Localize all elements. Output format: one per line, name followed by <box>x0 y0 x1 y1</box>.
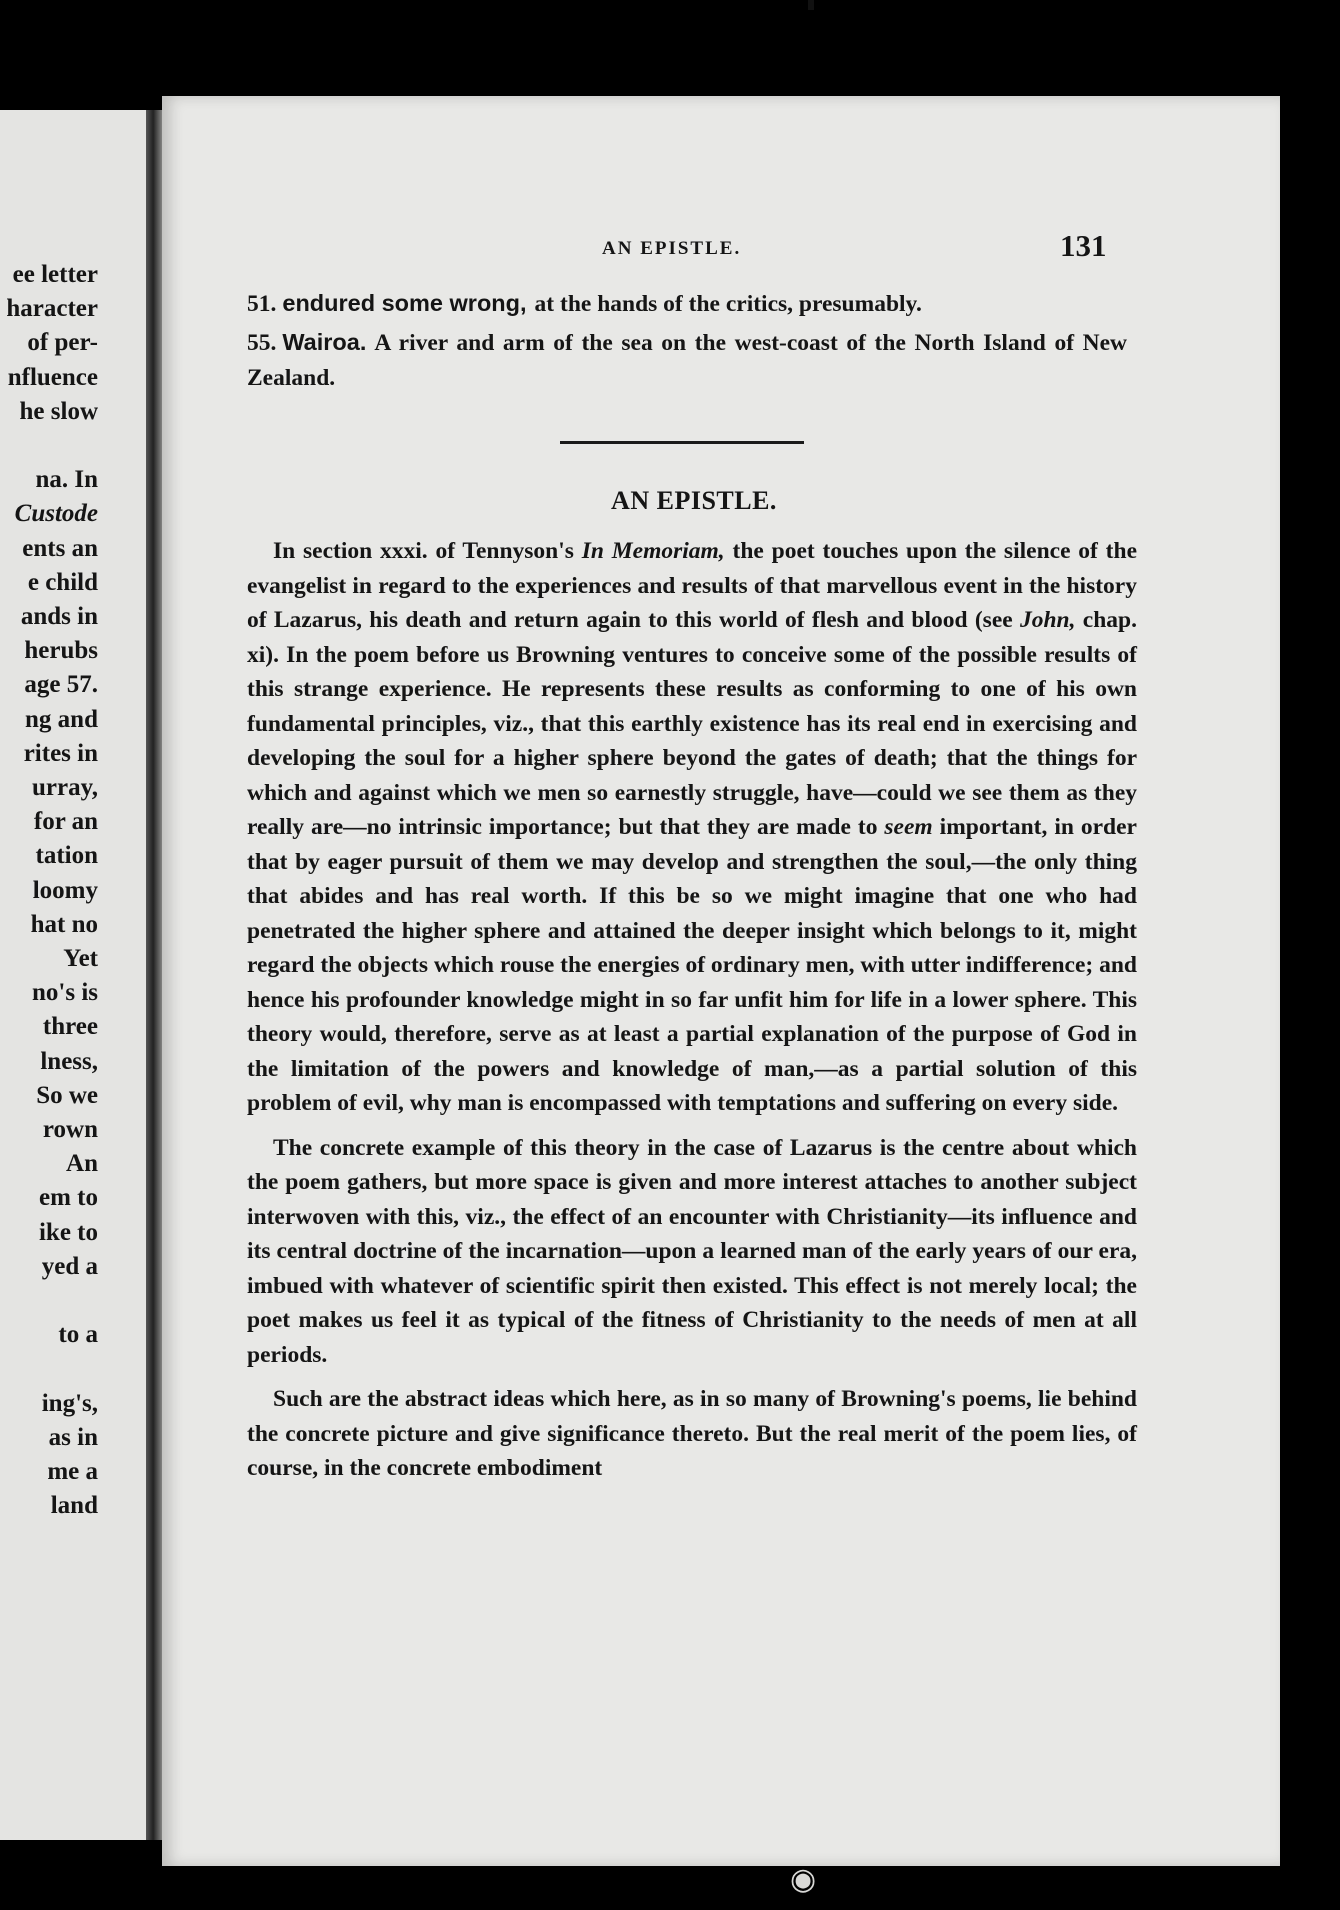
note-number: 55. <box>247 330 277 356</box>
facing-page-line: yed a <box>41 1252 98 1280</box>
facing-page-line: lness, <box>40 1047 98 1075</box>
facing-page-line: em to <box>39 1184 98 1212</box>
book-page <box>162 96 1280 1866</box>
body-text <box>247 534 1137 1496</box>
note-text: at the hands of the critics, presumably. <box>534 291 922 317</box>
footnotes <box>247 286 1127 399</box>
section-divider-rule <box>560 441 804 444</box>
paragraph-2: The concrete example of this theory in the case of Lazarus is the centre about which the poem gathers, but more space is given and more interest attaches to another subject interwoven with this, viz., the effect of an encounter with Christianity—its influence and its central doctrine of the incarnation—upon a learned man of the early years of our era, imbued with whatever of scientific spirit then existed. This effect is not merely local; the poet makes us feel it as typical of the fitness of Christianity to the needs of men at all periods. <box>247 1134 1137 1368</box>
section-title: AN EPISTLE. <box>611 486 777 515</box>
facing-page-line: herubs <box>24 637 98 665</box>
facing-page-line: nfluence <box>7 363 98 391</box>
paragraph-1-text-b: the poet touches upon the silence of the evangelist in regard to the experiences and results of that marvellous event in the history of Lazarus, his death and return again to this world of flesh and blood (see <box>247 538 1138 633</box>
facing-page-line: for an <box>33 808 98 836</box>
facing-page-line: ee letter <box>12 261 98 288</box>
facing-page-line: urray, <box>32 774 98 801</box>
scripture-reference: John, <box>1019 607 1076 633</box>
paragraph-1-text-c: chap. xi). In the poem before us Browning ventures to conceive some of the possible results of this strange experience. He represents these results as conforming to one of his own fundamental principles, viz., that this earthly existence has its real end in exercising and developing the soul for a higher sphere beyond the gates of death; that the things for which and against which we men so earnestly struggle, have—could we see them as they really are—no intrinsic importance; but that they are made to <box>247 607 1137 840</box>
paragraph-3: Such are the abstract ideas which here, as in so many of Browning's poems, lie behind the concrete picture and give significance thereto. But the real merit of the poem lies, of course, in the concrete embodiment <box>247 1386 1137 1481</box>
paragraph-1-text-d: important, in order that by eager pursuit of them we may develop and strengthen the soul,—the only thing that abides and has real worth. If this be so we might imagine that one who had penetrated the higher sphere and attained the deeper insight which belongs to it, might regard the objects which rouse the energies of ordinary men, with utter indifference; and hence his profounder knowledge might in so far unfit him for life in a lower sphere. This theory would, therefore, serve as at least a partial explanation of the purpose of God in the limitation of the powers and knowledge of man,—as a partial solution of this problem of evil, why man is encompassed with temptations and suffering on every side. <box>247 814 1137 1116</box>
paragraph-1-text-a: In section xxxi. of Tennyson's <box>273 538 582 564</box>
running-head <box>162 228 1280 276</box>
scan-artifact: ◉ <box>790 1863 817 1896</box>
facing-page-line: me a <box>47 1458 98 1485</box>
note-term: Wairoa. <box>282 329 367 355</box>
facing-page-line: he slow <box>19 397 98 425</box>
facing-page-line: Yet <box>63 945 98 972</box>
facing-page-line: ands in <box>20 603 98 630</box>
page-number: 131 <box>1060 228 1107 263</box>
facing-page-line: e child <box>27 568 98 596</box>
facing-page-line: An <box>66 1150 98 1178</box>
note-text: A river and arm of the sea on the west-coast of the North Island of New Zealand. <box>247 330 1127 391</box>
facing-page-fragment <box>0 110 160 1840</box>
facing-page-line: rites in <box>23 739 98 767</box>
emphasis-seem: seem <box>884 814 933 840</box>
facing-page-line: hat no <box>30 910 98 938</box>
facing-page-line: haracter <box>6 295 98 323</box>
facing-page-line: three <box>42 1013 98 1041</box>
facing-page-line: ing's, <box>41 1389 98 1417</box>
facing-page-line: rown <box>42 1116 98 1143</box>
facing-page-line: tation <box>35 842 98 870</box>
note-51 <box>247 286 1127 322</box>
facing-page-line: Custode <box>14 500 98 528</box>
note-number: 51. <box>247 291 277 317</box>
work-title-in-memoriam: In Memoriam, <box>581 538 725 564</box>
running-head-title: AN EPISTLE. <box>602 238 742 259</box>
facing-page-line: loomy <box>32 876 98 904</box>
facing-page-line: to a <box>58 1321 98 1349</box>
facing-page-line: ents an <box>22 534 98 562</box>
facing-page-line: ng and <box>25 705 98 733</box>
facing-page-line: of per- <box>27 329 98 357</box>
scan-speck <box>808 0 814 10</box>
note-55 <box>247 325 1127 396</box>
facing-page-line: age 57. <box>24 671 98 699</box>
paragraph-1 <box>247 534 1137 1121</box>
facing-page-line: na. In <box>35 466 98 494</box>
facing-page-line: land <box>50 1492 98 1520</box>
note-term: endured some wrong, <box>282 290 527 316</box>
facing-page-line: as in <box>48 1423 98 1451</box>
facing-page-line: ike to <box>38 1218 98 1246</box>
facing-page-line: no's is <box>31 979 98 1007</box>
facing-page-line: So we <box>36 1081 98 1109</box>
